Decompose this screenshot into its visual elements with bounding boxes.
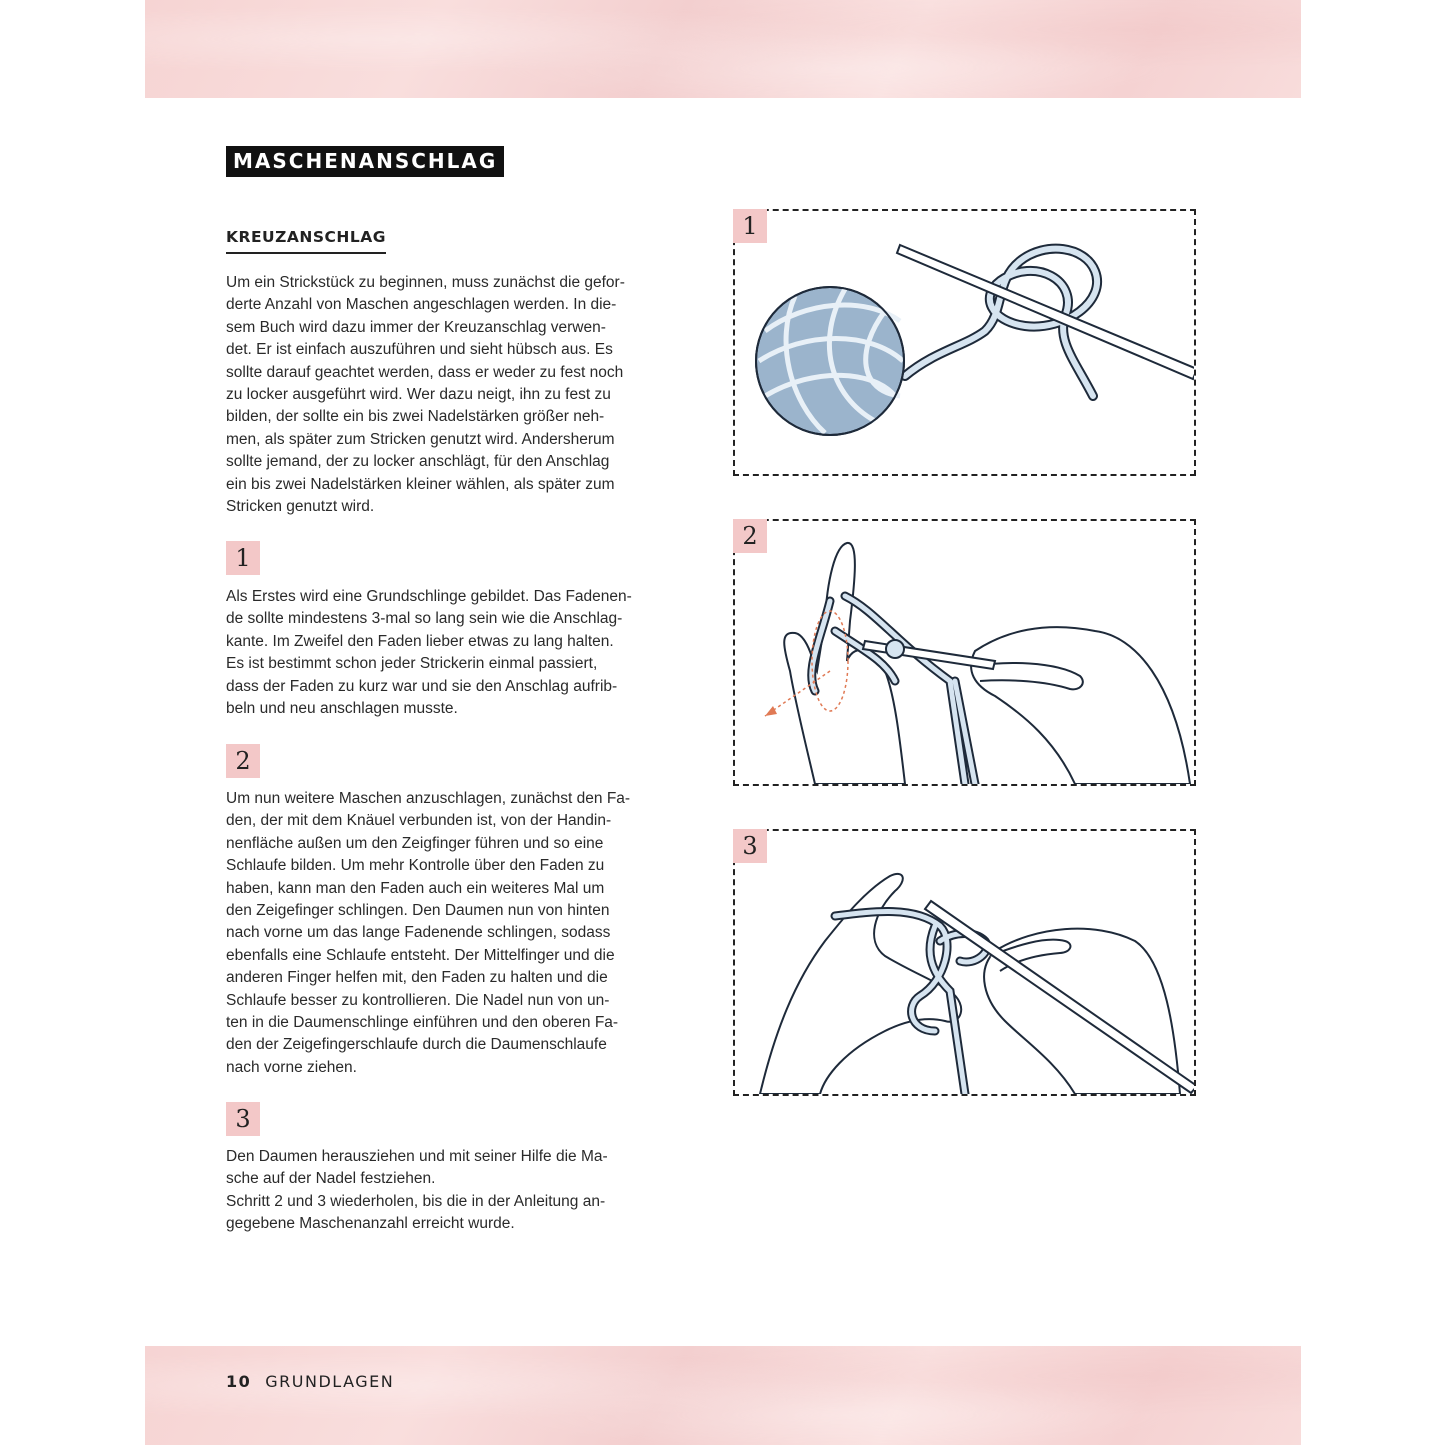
text-line: kante. Im Zweifel den Faden lieber etwas zu lang halten. <box>226 632 614 650</box>
text-line: derte Anzahl von Maschen angeschlagen werden. In die- <box>226 296 617 314</box>
text-line: den der Zeigefingerschlaufe durch die Daumenschlaufe <box>226 1036 607 1054</box>
text-line: beln und neu anschlagen musste. <box>226 700 458 718</box>
step-number-badge: 1 <box>226 541 260 575</box>
text-line: Schritt 2 und 3 wiederholen, bis die in der Anleitung an- <box>226 1192 606 1210</box>
text-line: men, als später zum Stricken genutzt wird. Andersherum <box>226 430 615 448</box>
header-band <box>145 0 1301 98</box>
page-footer <box>226 1372 394 1391</box>
figure-1-panel <box>733 209 1196 476</box>
text-line: Um nun weitere Maschen anzuschlagen, zunächst den Fa- <box>226 790 631 807</box>
text-line: bilden, der sollte ein bis zwei Nadelstärken größer neh- <box>226 408 605 426</box>
text-line: Es ist bestimmt schon jeder Strickerin einmal passiert, <box>226 655 598 673</box>
text-line: ebenfalls eine Schlaufe entsteht. Der Mittelfinger und die <box>226 946 615 964</box>
step-2-paragraph <box>226 788 696 1079</box>
section-title: MASCHENANSCHLAG <box>226 146 504 177</box>
page-number: 10 <box>226 1372 252 1391</box>
chapter-title: GRUNDLAGEN <box>265 1372 395 1391</box>
yarn-ball-needle-icon <box>735 211 1194 474</box>
figure-3-panel <box>733 829 1196 1096</box>
text-line: sem Buch wird dazu immer der Kreuzanschlag verwen- <box>226 318 606 336</box>
text-line: Schlaufe bilden. Um mehr Kontrolle über den Faden zu <box>226 857 605 875</box>
text-line: haben, kann man den Faden auch ein weiteres Mal um <box>226 879 605 897</box>
text-line: Als Erstes wird eine Grundschlinge gebildet. Das Fadenen- <box>226 588 632 605</box>
text-line: sche auf der Nadel festziehen. <box>226 1170 436 1188</box>
step-1-paragraph <box>226 586 696 720</box>
text-line: sollte darauf geachtet werden, dass er weder zu fest noch <box>226 363 624 381</box>
footer-band <box>145 1346 1301 1445</box>
text-line: det. Er ist einfach auszuführen und sieht hübsch aus. Es <box>226 341 613 359</box>
figure-number-badge: 2 <box>733 519 767 553</box>
figure-2-panel <box>733 519 1196 786</box>
intro-paragraph <box>226 272 696 518</box>
text-line: gegebene Maschenanzahl erreicht wurde. <box>226 1215 515 1233</box>
text-line: zu locker ausgeführt wird. Wer dazu neigt, ihn zu fest zu <box>226 386 611 404</box>
text-line: dass der Faden zu kurz war und sie den Anschlag aufrib- <box>226 677 618 695</box>
text-line: nach vorne um das lange Fadenende schlingen, sodass <box>226 924 611 942</box>
text-line: den, der mit dem Knäuel verbunden ist, von der Handin- <box>226 812 612 830</box>
text-line: nenfläche außen um den Zeigfinger führen und so eine <box>226 834 604 852</box>
text-line: Stricken genutzt wird. <box>226 498 375 516</box>
hands-tightening-stitch-icon <box>735 831 1194 1094</box>
step-3-paragraph <box>226 1146 696 1236</box>
text-line: ten in die Daumenschlinge einführen und den oberen Fa- <box>226 1014 619 1032</box>
step-number-badge: 3 <box>226 1102 260 1136</box>
text-line: de sollte mindestens 3-mal so lang sein wie die Anschlag- <box>226 610 623 628</box>
text-line: Um ein Strickstück zu beginnen, muss zunächst die gefor- <box>226 274 625 291</box>
hands-casting-on-icon <box>735 521 1194 784</box>
text-line: nach vorne ziehen. <box>226 1058 357 1076</box>
text-line: den Zeigefinger schlingen. Den Daumen nun von hinten <box>226 902 610 920</box>
figure-number-badge: 1 <box>733 209 767 243</box>
text-line: Den Daumen herausziehen und mit seiner Hilfe die Ma- <box>226 1148 608 1165</box>
figure-number-badge: 3 <box>733 829 767 863</box>
text-line: anderen Finger helfen mit, den Faden zu halten und die <box>226 969 608 987</box>
step-number-badge: 2 <box>226 744 260 778</box>
text-line: ein bis zwei Nadelstärken kleiner wählen, als später zum <box>226 475 615 493</box>
subsection-title: KREUZANSCHLAG <box>226 228 386 254</box>
text-line: sollte jemand, der zu locker anschlägt, für den Anschlag <box>226 453 610 471</box>
text-line: Schlaufe besser zu kontrollieren. Die Nadel nun von un- <box>226 991 610 1009</box>
